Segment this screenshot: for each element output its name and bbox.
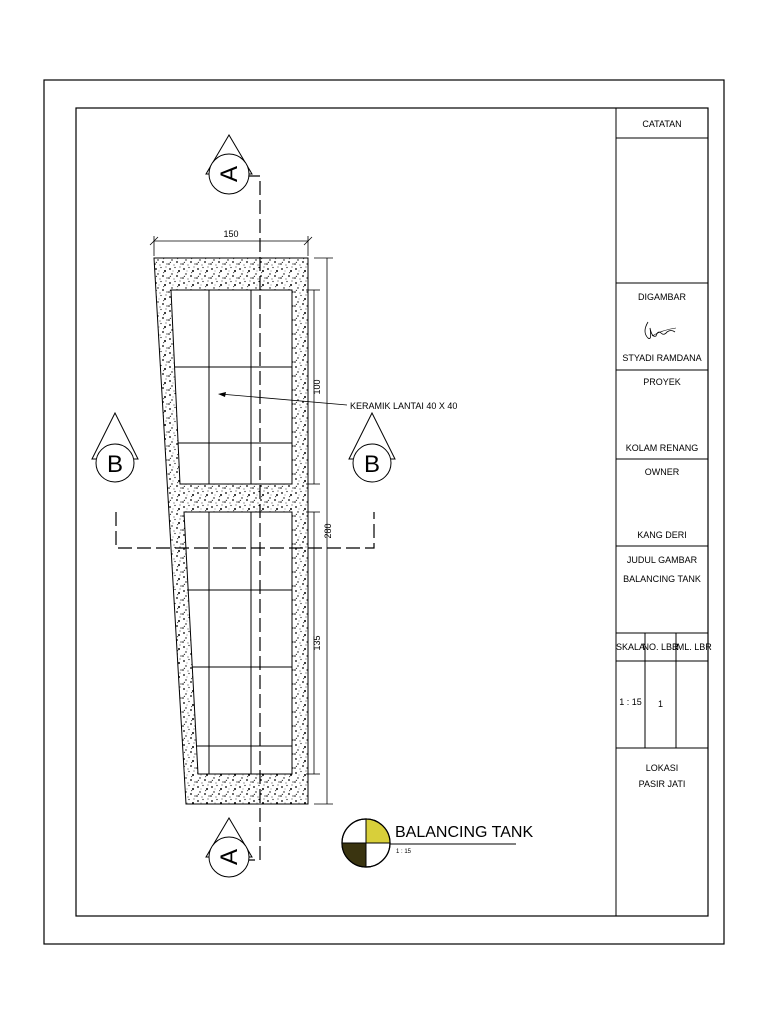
section-marker-b-left (92, 413, 138, 482)
annotation-arrow-icon (218, 392, 226, 397)
title-block (616, 108, 712, 916)
svg-text:B: B (106, 451, 124, 478)
dimension-width-label: 150 (223, 229, 239, 239)
scale-value: 1 : 15 (619, 697, 642, 707)
sheet-count-label: JML. LBR (672, 642, 712, 652)
drawing-title-label: JUDUL GAMBAR (626, 555, 698, 565)
title-symbol-icon (342, 819, 390, 867)
svg-text:A: A (216, 848, 243, 866)
upper-tile-grid (175, 290, 292, 484)
sheet-outer-border (44, 80, 724, 944)
project-label: PROYEK (643, 377, 681, 387)
annotation-leader (220, 394, 347, 405)
sheet-no-value: 1 (657, 699, 664, 709)
owner-label: OWNER (644, 467, 680, 477)
svg-text:B: B (363, 451, 381, 478)
drawing-title: BALANCING TANK (623, 574, 701, 584)
drawn-by-label: DIGAMBAR (637, 292, 687, 302)
sheet-no-label: NO. LBR (642, 642, 679, 652)
owner-name: KANG DERI (637, 530, 687, 540)
svg-text:A: A (216, 165, 243, 183)
dimension-width (150, 236, 312, 256)
concrete-wall (154, 258, 308, 804)
notes-label: CATATAN (642, 119, 682, 129)
lower-tile-grid (187, 512, 292, 774)
tank-plan (116, 176, 457, 860)
section-marker-a-bottom (206, 818, 252, 877)
project-name: KOLAM RENANG (625, 443, 699, 453)
drawn-by-name: STYADI RAMDANA (622, 353, 702, 363)
location-name: PASIR JATI (638, 779, 686, 789)
section-marker-a-top (206, 135, 252, 194)
section-marker-b-right (349, 413, 395, 482)
location-label: LOKASI (645, 763, 679, 773)
plan-scale: 1 : 15 (396, 849, 412, 855)
scale-label: SKALA (615, 642, 646, 652)
annotation-text: KERAMIK LANTAI 40 X 40 (350, 401, 458, 411)
section-line-b (116, 512, 374, 548)
plan-title: BALANCING TANK (395, 824, 534, 841)
dimension-upper-label: 100 (312, 379, 322, 395)
dimension-lower-label: 135 (312, 635, 322, 651)
dimension-total-label: 280 (323, 523, 333, 539)
signature (645, 322, 676, 339)
